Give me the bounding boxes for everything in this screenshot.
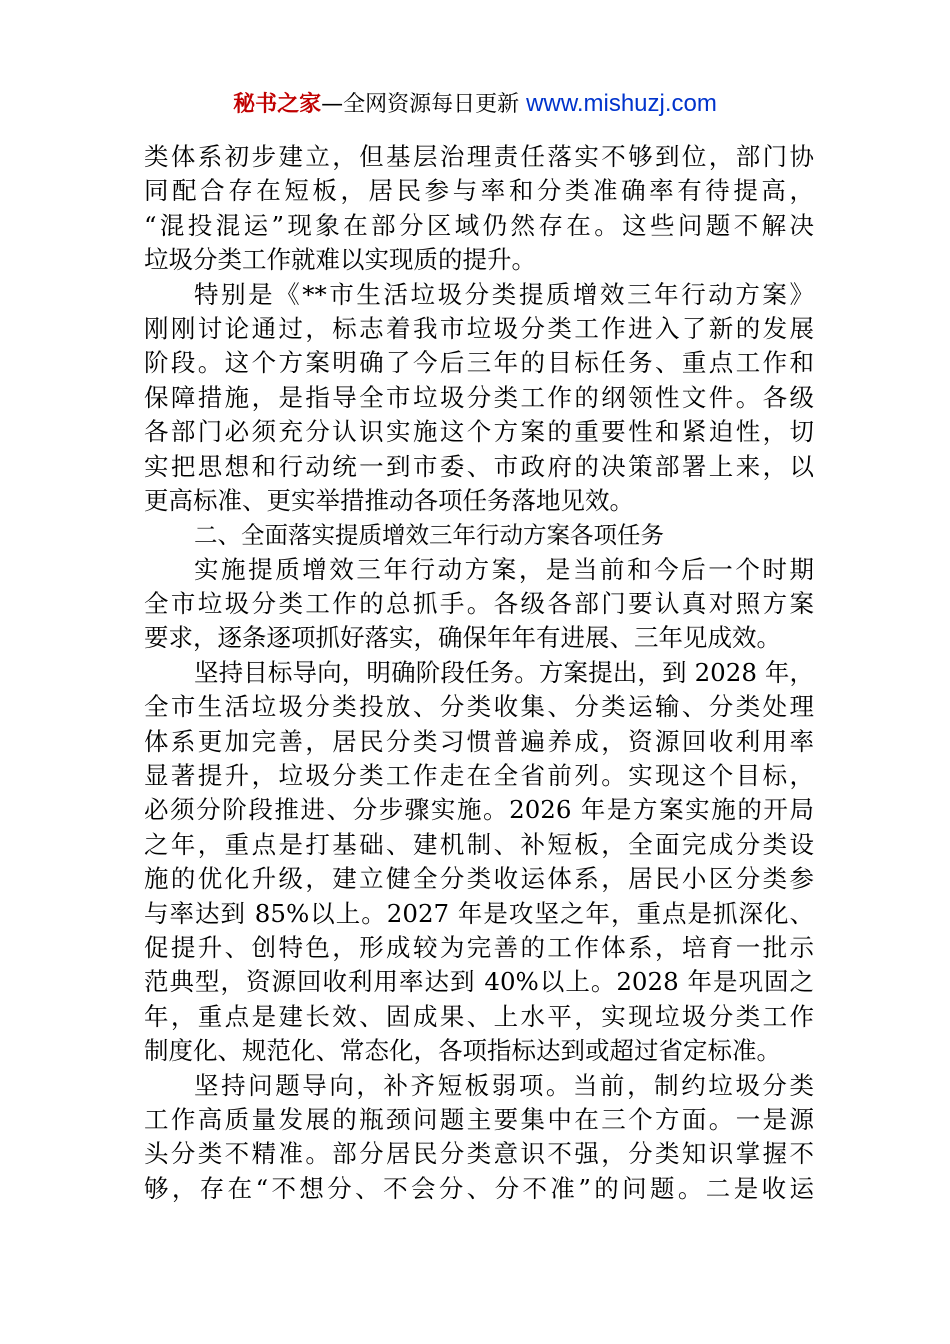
text-line: 体系更加完善，居民分类习惯普遍养成，资源回收利用率: [144, 726, 814, 756]
text-line: 年，重点是建长效、固成果、上水平，实现垃圾分类工作: [144, 1001, 814, 1031]
text-line: 实把思想和行动统一到市委、市政府的决策部署上来，以: [144, 451, 814, 481]
text-line: 头分类不精准。部分居民分类意识不强，分类知识掌握不: [144, 1139, 814, 1169]
text-line: 促提升、创特色，形成较为完善的工作体系，培育一批示: [144, 932, 814, 962]
text-line: 保障措施，是指导全市垃圾分类工作的纲领性文件。各级: [144, 382, 814, 412]
text-line: 垃圾分类工作就难以实现质的提升。: [144, 245, 536, 275]
text-line: 全市生活垃圾分类投放、分类收集、分类运输、分类处理: [144, 692, 814, 722]
text-line: 与率达到 85%以上。2027 年是攻坚之年，重点是抓深化、: [144, 898, 814, 928]
text-line: 必须分阶段推进、分步骤实施。2026 年是方案实施的开局: [144, 795, 814, 825]
header-dash: —: [321, 92, 344, 117]
text-line: 之年，重点是打基础、建机制、补短板，全面完成分类设: [144, 829, 814, 859]
text-line: 够，存在“不想分、不会分、分不准”的问题。二是收运: [144, 1173, 814, 1203]
text-line: 特别是《**市生活垃圾分类提质增效三年行动方案》: [194, 279, 814, 309]
text-line: 施的优化升级，建立健全分类收运体系，居民小区分类参: [144, 864, 814, 894]
text-line: 刚刚讨论通过，标志着我市垃圾分类工作进入了新的发展: [144, 313, 814, 343]
text-line: 工作高质量发展的瓶颈问题主要集中在三个方面。一是源: [144, 1104, 814, 1134]
text-line: 坚持问题导向，补齐短板弱项。当前，制约垃圾分类: [194, 1070, 814, 1100]
text-line: 要求，逐条逐项抓好落实，确保年年有进展、三年见成效。: [144, 623, 781, 653]
text-line: 阶段。这个方案明确了今后三年的目标任务、重点工作和: [144, 348, 814, 378]
text-line: 坚持目标导向，明确阶段任务。方案提出，到 2028 年，: [194, 657, 814, 687]
text-line: 全市垃圾分类工作的总抓手。各级各部门要认真对照方案: [144, 589, 814, 619]
text-line: 各部门必须充分认识实施这个方案的重要性和紧迫性，切: [144, 417, 814, 447]
text-line: 类体系初步建立，但基层治理责任落实不够到位，部门协: [144, 142, 814, 171]
text-line: 制度化、规范化、常态化，各项指标达到或超过省定标准。: [144, 1036, 781, 1066]
site-url-link[interactable]: www.mishuzj.com: [526, 90, 717, 117]
text-line: “混投混运”现象在部分区域仍然存在。这些问题不解决: [144, 210, 814, 240]
text-line: 范典型，资源回收利用率达到 40%以上。2028 年是巩固之: [144, 967, 814, 997]
text-line: 更高标准、更实举措推动各项任务落地见效。: [144, 485, 634, 515]
brand-name: 秘书之家: [233, 92, 322, 117]
section-heading: 二、全面落实提质增效三年行动方案各项任务: [194, 521, 664, 550]
text-line: 显著提升，垃圾分类工作走在全省前列。实现这个目标，: [144, 761, 814, 791]
header-tagline: 全网资源每日更新: [343, 92, 520, 117]
text-line: 同配合存在短板，居民参与率和分类准确率有待提高，: [144, 176, 814, 206]
document-body: [144, 140, 814, 1206]
page-header: [0, 86, 950, 123]
text-line: 实施提质增效三年行动方案，是当前和今后一个时期: [194, 554, 814, 584]
